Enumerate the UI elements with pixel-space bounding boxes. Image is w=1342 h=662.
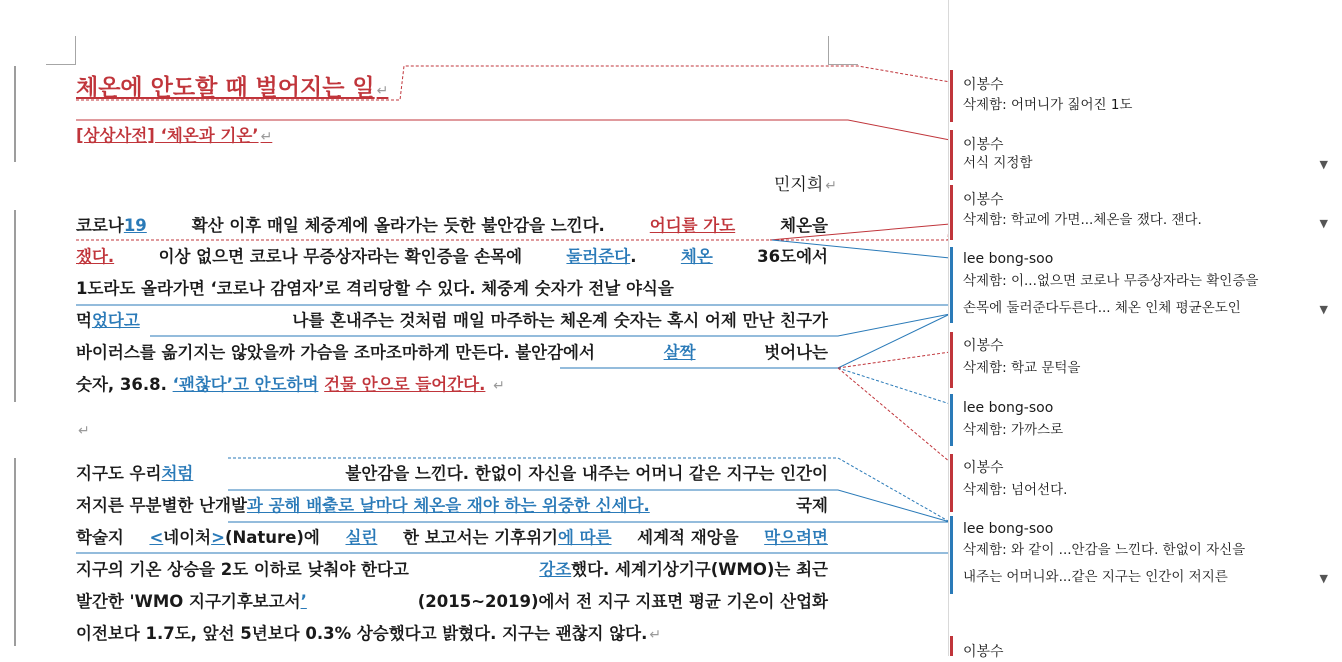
empty-paragraph[interactable] (76, 418, 828, 442)
text-run: 지구도 우리처럼 (76, 464, 194, 483)
text-run: <네이처>(Nature)에 (149, 528, 320, 547)
text-run: 둘러준다. (566, 247, 637, 266)
p1-line-6[interactable] (76, 373, 828, 397)
text-run: 지구의 기온 상승을 2도 이하로 낮춰야 한다고 (76, 560, 409, 579)
author-color-bar (950, 130, 953, 180)
comment-balloon[interactable] (950, 454, 1336, 512)
comment-balloon[interactable] (950, 70, 1336, 122)
author-color-bar (950, 247, 953, 323)
comment-text: 서식 지정함 (963, 155, 1033, 171)
author-name: 민지희 (774, 175, 824, 195)
comment-text: 삭제함: 이...없으면 코로나 무증상자라는 확인증을 (963, 273, 1259, 289)
comment-author: 이봉수 (963, 644, 1004, 660)
author-color-bar (950, 70, 953, 122)
insertion: 막으려면 (764, 528, 828, 547)
title-text: 체온에 안도할 때 벌어지는 일 (76, 75, 375, 101)
crop-mark-top-left-h (46, 64, 76, 65)
comment-author: 이봉수 (963, 137, 1004, 153)
p2-line-6[interactable] (76, 622, 828, 646)
text-run: 체온을 (780, 216, 828, 235)
insertion: 건물 안으로 들어간다. (324, 375, 486, 394)
comment-balloon[interactable] (950, 516, 1336, 594)
author-color-bar (950, 454, 953, 512)
crop-mark-top-right-v (828, 36, 829, 64)
text-run: 한 보고서는 기후위기에 따른 (403, 528, 612, 547)
text-run: 강조했다. 세계기상기구(WMO)는 최근 (539, 560, 828, 579)
insertion: 실린 (345, 528, 378, 547)
comment-text: 삭제함: 학교 문턱을 (963, 360, 1081, 376)
expand-chevron-icon[interactable]: ▼ (1319, 158, 1328, 171)
comment-text: 삭제함: 와 같이 ...안감을 느낀다. 한없이 자신을 (963, 542, 1246, 558)
comment-balloon[interactable] (950, 332, 1336, 388)
text-run: 국제 (796, 496, 828, 515)
paragraph-mark: ↵ (78, 423, 90, 439)
insertion: 19 (123, 216, 147, 235)
change-bar (14, 66, 16, 162)
comment-balloon[interactable] (950, 394, 1336, 446)
crop-mark-top-left-v (75, 36, 76, 64)
paragraph-mark: ↵ (649, 627, 662, 643)
insertion: 쟀다. (76, 247, 115, 266)
comment-author: 이봉수 (963, 192, 1004, 208)
comment-author: lee bong-soo (963, 521, 1054, 537)
paragraph-mark: ↵ (376, 83, 389, 99)
document-subtitle[interactable] (76, 124, 828, 148)
text-run: 1도라도 올라가면 ‘코로나 감염자’로 격리당할 수 있다. 체중계 숫자가 전날 야식을 (76, 279, 674, 298)
comment-author: 이봉수 (963, 77, 1004, 93)
crop-mark-top-right-h (828, 64, 858, 65)
text-run: 36도에서 (757, 247, 828, 266)
text-run: 학술지 (76, 528, 124, 547)
comment-text: 손목에 둘러준다두른다... 체온 인체 평균온도인 (963, 300, 1241, 316)
change-bar (14, 458, 16, 646)
comment-author: lee bong-soo (963, 251, 1054, 267)
comment-balloon[interactable] (950, 636, 1336, 660)
paragraph-mark: ↵ (825, 178, 838, 194)
comment-author: 이봉수 (963, 460, 1004, 476)
p1-line-5[interactable] (76, 341, 828, 365)
expand-chevron-icon[interactable]: ▼ (1319, 217, 1328, 230)
text-run: (2015~2019)에서 전 지구 지표면 평균 기온이 산업화 (417, 592, 828, 611)
text-run: 바이러스를 옮기지는 않았을까 가슴을 조마조마하게 만든다. 불안감에서 (76, 343, 595, 362)
text-run: 이전보다 1.7도, 앞선 5년보다 0.3% 상승했다고 밝혔다. 지구는 괜찮지 않다. (76, 624, 648, 643)
text-run: 이상 없으면 코로나 무증상자라는 확인증을 손목에 (158, 247, 523, 266)
text-run: 확산 이후 매일 체중계에 올라가는 듯한 불안감을 느낀다. (191, 216, 605, 235)
comment-text: 삭제함: 넘어선다. (963, 482, 1068, 498)
text-run: 벗어나는 (764, 343, 828, 362)
paragraph-mark: ↵ (493, 378, 505, 394)
p1-line-2[interactable] (76, 245, 828, 269)
p2-line-4[interactable] (76, 558, 828, 582)
comment-text: 삭제함: 학교에 가면...체온을 쟀다. 잰다. (963, 212, 1202, 228)
author-color-bar (950, 185, 953, 240)
p2-line-3[interactable] (76, 526, 828, 550)
p1-line-1[interactable] (76, 214, 828, 238)
p2-line-1[interactable] (76, 462, 828, 486)
insertion: ‘괜찮다’고 안도하며 (172, 375, 319, 394)
text-run: 숫자, 36.8. (76, 375, 167, 394)
comment-author: lee bong-soo (963, 400, 1054, 416)
author-color-bar (950, 332, 953, 388)
comment-author: 이봉수 (963, 338, 1004, 354)
comment-text: 삭제함: 가까스로 (963, 422, 1064, 438)
insertion: 체온 (680, 247, 713, 266)
text-run: 세계적 재앙을 (637, 528, 739, 547)
p2-line-2[interactable] (76, 494, 828, 518)
document-title[interactable] (76, 72, 828, 104)
text-run: 코로나19 (76, 216, 147, 235)
text-run: 저지른 무분별한 난개발과 공해 배출로 날마다 체온을 재야 하는 위중한 신세다. (76, 496, 650, 515)
text-run: 발간한 'WMO 지구기후보고서’ (76, 592, 307, 611)
expand-chevron-icon[interactable]: ▼ (1319, 303, 1328, 316)
text-run: 나를 혼내주는 것처럼 매일 마주하는 체온계 숫자는 혹시 어제 만난 친구가 (292, 311, 828, 330)
comment-balloon[interactable] (950, 130, 1336, 180)
comment-balloon[interactable] (950, 247, 1336, 323)
author-color-bar (950, 516, 953, 594)
author-byline[interactable] (774, 170, 837, 195)
p1-line-4[interactable] (76, 309, 828, 333)
p1-line-3[interactable] (76, 277, 828, 301)
comment-balloon[interactable] (950, 185, 1336, 240)
p2-line-5[interactable] (76, 590, 828, 614)
insertion: 살짝 (663, 343, 696, 362)
text-run: 먹었다고 (76, 311, 140, 330)
paragraph-mark: ↵ (260, 129, 273, 145)
expand-chevron-icon[interactable]: ▼ (1319, 572, 1328, 585)
comment-text: 내주는 어머니와...같은 지구는 인간이 저지른 (963, 569, 1228, 585)
change-bar (14, 210, 16, 402)
author-color-bar (950, 394, 953, 446)
author-color-bar (950, 636, 953, 656)
text-run: 불안감을 느낀다. 한없이 자신을 내주는 어머니 같은 지구는 인간이 (345, 464, 828, 483)
subtitle-text: [상상사전] ‘체온과 기온’ (76, 126, 259, 145)
comment-text: 삭제함: 어머니가 짊어진 1도 (963, 97, 1133, 113)
insertion: 어디를 가도 (649, 216, 736, 235)
